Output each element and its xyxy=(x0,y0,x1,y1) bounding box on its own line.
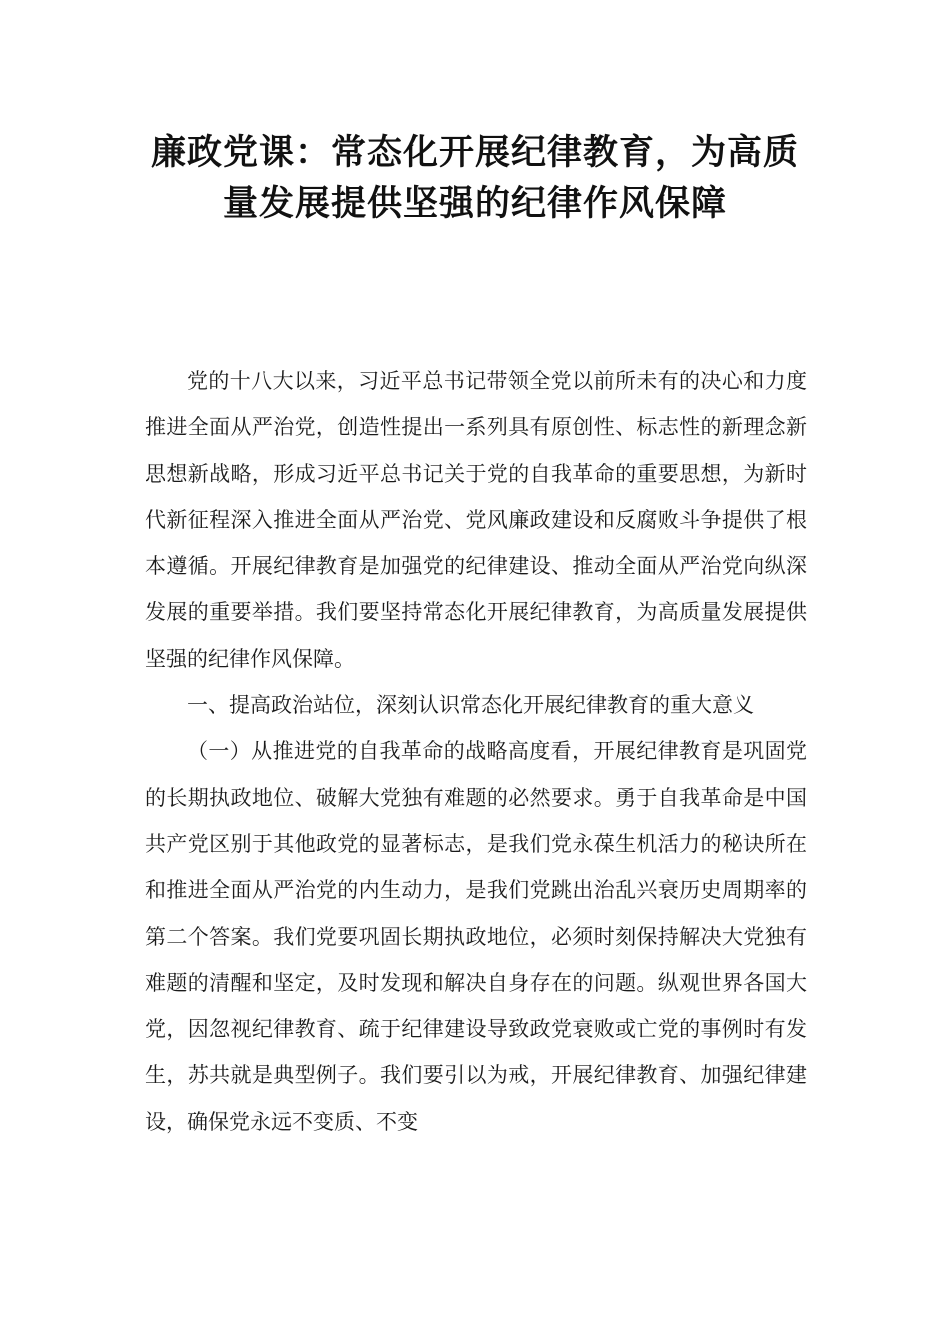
section-heading-1: 一、提高政治站位，深刻认识常态化开展纪律教育的重大意义 xyxy=(187,693,754,718)
paragraph-subsection-1: （一）从推进党的自我革命的战略高度看，开展纪律教育是巩固党的长期执政地位、破解大党独有难题的必然要求。勇于自我革命是中国共产党区别于其他政党的显著标志，是我们党永葆生机活力的秘诀所在和推进全面从严治党的内生动力，是我们党跳出治乱兴衰历史周期率的第二个答案。我们党要巩固长期执政地位，必须时刻保持解决大党独有难题的清醒和坚定，及时发现和解决自身存在的问题。纵观世界各国大党，因忽视纪律教育、疏于纪律建设导致政党衰败或亡党的事例时有发生，苏共就是典型例子。我们要引以为戒，开展纪律教育、加强纪律建设，确保党永远不变质、不变 xyxy=(145,739,807,1134)
title-line-2: 量发展提供坚强的纪律作风保障 xyxy=(222,184,727,224)
paragraph-intro: 党的十八大以来，习近平总书记带领全党以前所未有的决心和力度推进全面从严治党，创造性提出一系列具有原创性、标志性的新理念新思想新战略，形成习近平总书记关于党的自我革命的重要思想，为新时代新征程深入推进全面从严治党、党风廉政建设和反腐败斗争提供了根本遵循。开展纪律教育是加强党的纪律建设、推动全面从严治党向纵深发展的重要举措。我们要坚持常态化开展纪律教育，为高质量发展提供坚强的纪律作风保障。 xyxy=(145,369,807,671)
title-line-1: 廉政党课：常态化开展纪律教育，为高质 xyxy=(150,133,799,173)
document-title xyxy=(100,128,850,230)
document-body xyxy=(145,358,807,1145)
